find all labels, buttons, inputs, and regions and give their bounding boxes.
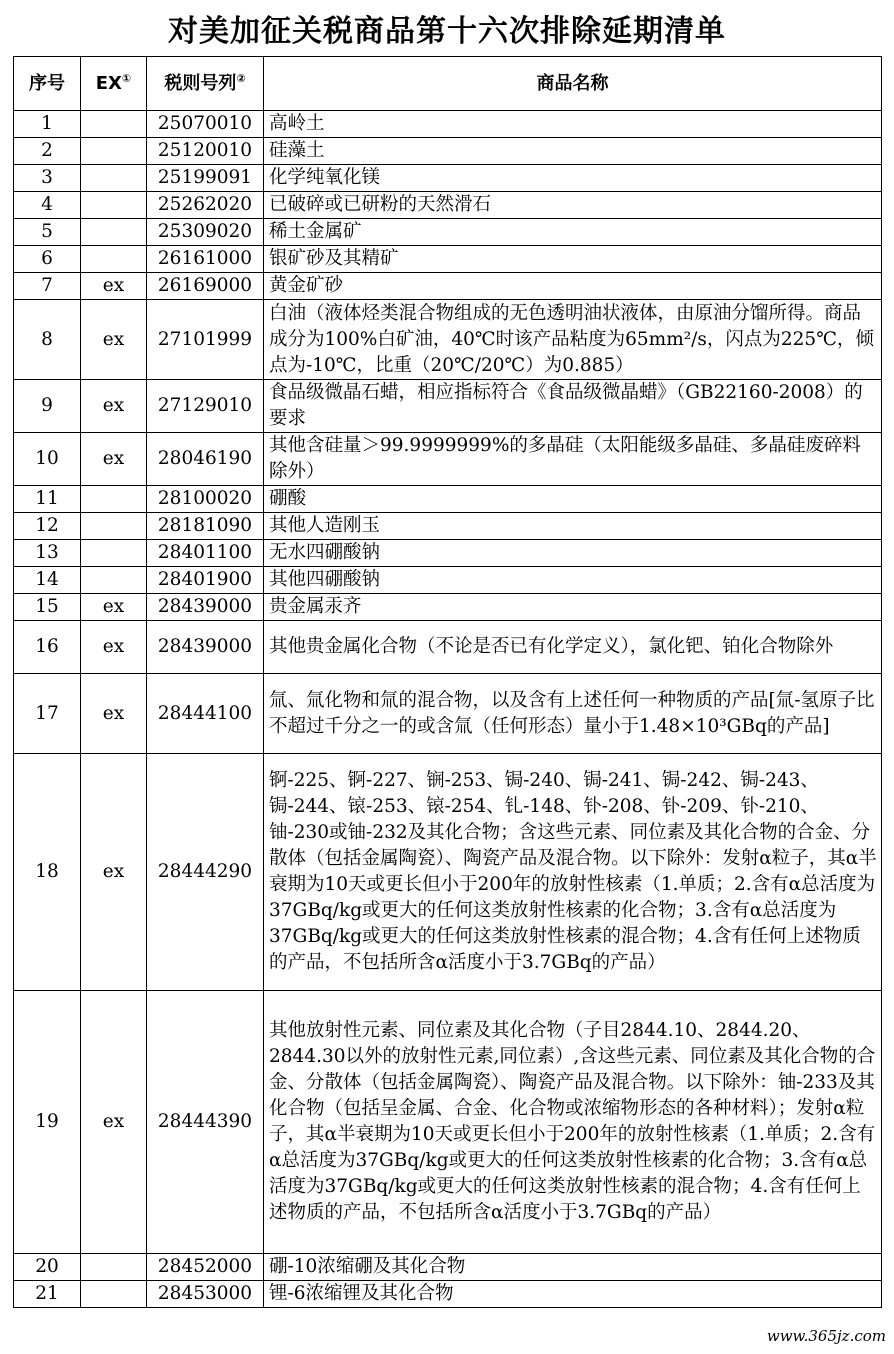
row-code: 28452000 — [147, 1254, 264, 1281]
row-seq: 2 — [14, 138, 81, 165]
watermark: www.365jz.com — [766, 1327, 886, 1345]
row-seq: 7 — [14, 273, 81, 300]
row-seq: 4 — [14, 192, 81, 219]
row-name: 硅藻土 — [264, 138, 882, 165]
row-ex: ex — [81, 273, 147, 300]
row-ex — [81, 192, 147, 219]
table-row — [14, 111, 882, 138]
row-code: 26169000 — [147, 273, 264, 300]
row-ex: ex — [81, 754, 147, 991]
row-name: 其他放射性元素、同位素及其化合物（子目2844.10、2844.20、2844.30以外的放射性元素,同位素）,含这些元素、同位素及其化合物的合金、分散体（包括金属陶瓷）、陶瓷产品及混合物。以下除外：铀-233及其化合物（包括呈金属、合金、化合物或浓缩物形态的各种材料）；发射α粒子，其α半衰期为10天或更长但小于200年的放射性核素（1.单质；2.含有α总活度为37GBq/kg或更大的任何这类放射性核素的化合物；3.含有α总活度为37GBq/kg或更大的任何这类放射性核素的混合物；4.含有任何上述物质的产品，不包括所含α活度小于3.7GBq的产品） — [264, 991, 882, 1254]
header-code-footnote: ② — [236, 71, 246, 85]
row-code: 25070010 — [147, 111, 264, 138]
table-row — [14, 246, 882, 273]
row-code: 25262020 — [147, 192, 264, 219]
row-ex: ex — [81, 380, 147, 433]
row-name: 其他人造刚玉 — [264, 513, 882, 540]
table-row — [14, 433, 882, 486]
row-code: 28046190 — [147, 433, 264, 486]
header-seq: 序号 — [14, 57, 81, 111]
row-seq: 6 — [14, 246, 81, 273]
table-row — [14, 754, 882, 991]
row-seq: 5 — [14, 219, 81, 246]
row-ex: ex — [81, 433, 147, 486]
row-name: 其他四硼酸钠 — [264, 567, 882, 594]
header-ex-label: EX — [95, 72, 122, 94]
row-code: 27129010 — [147, 380, 264, 433]
row-code: 28439000 — [147, 621, 264, 674]
row-seq: 19 — [14, 991, 81, 1254]
table-row — [14, 138, 882, 165]
header-ex — [81, 57, 147, 111]
row-code: 28401100 — [147, 540, 264, 567]
row-ex: ex — [81, 674, 147, 754]
row-ex — [81, 1281, 147, 1308]
row-code: 25120010 — [147, 138, 264, 165]
row-ex — [81, 111, 147, 138]
table-row — [14, 219, 882, 246]
row-seq: 3 — [14, 165, 81, 192]
table-row — [14, 273, 882, 300]
row-seq: 17 — [14, 674, 81, 754]
row-name: 白油（液体烃类混合物组成的无色透明油状液体，由原油分馏所得。商品成分为100%白矿油，40℃时该产品粘度为65mm²/s，闪点为225℃，倾点为-10℃，比重（20℃/20℃）为0.885） — [264, 300, 882, 380]
table-header-row — [14, 57, 882, 111]
row-code: 27101999 — [147, 300, 264, 380]
row-seq: 9 — [14, 380, 81, 433]
row-ex — [81, 567, 147, 594]
row-code: 28181090 — [147, 513, 264, 540]
header-code — [147, 57, 264, 111]
table-body — [14, 111, 882, 1308]
exclusion-list-table — [13, 56, 882, 1308]
row-name: 硼酸 — [264, 486, 882, 513]
header-name: 商品名称 — [264, 57, 882, 111]
row-name: 银矿砂及其精矿 — [264, 246, 882, 273]
row-seq: 15 — [14, 594, 81, 621]
table-row — [14, 674, 882, 754]
row-code: 28444390 — [147, 991, 264, 1254]
row-name: 黄金矿砂 — [264, 273, 882, 300]
row-seq: 20 — [14, 1254, 81, 1281]
table-row — [14, 567, 882, 594]
table-row — [14, 540, 882, 567]
table-row — [14, 165, 882, 192]
row-code: 26161000 — [147, 246, 264, 273]
row-code: 25309020 — [147, 219, 264, 246]
row-code: 28401900 — [147, 567, 264, 594]
row-name: 锕-225、锕-227、锎-253、锔-240、锔-241、锔-242、锔-243、锔-244、锿-253、锿-254、钆-148、钋-208、钋-209、钋-210、铀-230或铀-232及其化合物；含这些元素、同位素及其化合物的合金、分散体（包括金属陶瓷）、陶瓷产品及混合物。以下除外：发射α粒子，其α半衰期为10天或更长但小于200年的放射性核素（1.单质；2.含有α总活度为37GBq/kg或更大的任何这类放射性核素的化合物；3.含有α总活度为37GBq/kg或更大的任何这类放射性核素的混合物；4.含有任何上述物质的产品，不包括所含α活度小于3.7GBq的产品） — [264, 754, 882, 991]
row-code: 25199091 — [147, 165, 264, 192]
header-code-label: 税则号列 — [164, 72, 237, 94]
row-code: 28453000 — [147, 1281, 264, 1308]
table-row — [14, 380, 882, 433]
row-ex — [81, 165, 147, 192]
row-ex: ex — [81, 621, 147, 674]
row-seq: 21 — [14, 1281, 81, 1308]
row-code: 28444290 — [147, 754, 264, 991]
row-ex: ex — [81, 594, 147, 621]
row-code: 28439000 — [147, 594, 264, 621]
table-row — [14, 621, 882, 674]
table-row — [14, 1254, 882, 1281]
page-title: 对美加征关税商品第十六次排除延期清单 — [168, 14, 726, 49]
row-seq: 14 — [14, 567, 81, 594]
row-name: 无水四硼酸钠 — [264, 540, 882, 567]
row-seq: 18 — [14, 754, 81, 991]
row-ex: ex — [81, 991, 147, 1254]
row-seq: 12 — [14, 513, 81, 540]
header-ex-footnote: ① — [121, 71, 132, 85]
row-seq: 1 — [14, 111, 81, 138]
row-seq: 8 — [14, 300, 81, 380]
row-name: 化学纯氧化镁 — [264, 165, 882, 192]
table-row — [14, 192, 882, 219]
row-ex — [81, 486, 147, 513]
row-ex — [81, 513, 147, 540]
row-name: 高岭土 — [264, 111, 882, 138]
row-ex — [81, 219, 147, 246]
row-name: 稀土金属矿 — [264, 219, 882, 246]
table-row — [14, 486, 882, 513]
row-name: 氚、氚化物和氚的混合物，以及含有上述任何一种物质的产品[氚-氢原子比不超过千分之一的或含氚（任何形态）量小于1.48×10³GBq的产品] — [264, 674, 882, 754]
table-row — [14, 300, 882, 380]
row-seq: 10 — [14, 433, 81, 486]
row-name: 其他含硅量＞99.9999999%的多晶硅（太阳能级多晶硅、多晶硅废碎料除外） — [264, 433, 882, 486]
row-name: 硼-10浓缩硼及其化合物 — [264, 1254, 882, 1281]
row-name: 其他贵金属化合物（不论是否已有化学定义），氯化钯、铂化合物除外 — [264, 621, 882, 674]
row-name: 贵金属汞齐 — [264, 594, 882, 621]
row-seq: 16 — [14, 621, 81, 674]
row-ex — [81, 540, 147, 567]
row-name: 已破碎或已研粉的天然滑石 — [264, 192, 882, 219]
row-ex — [81, 246, 147, 273]
table-row — [14, 1281, 882, 1308]
row-ex: ex — [81, 300, 147, 380]
row-name: 锂-6浓缩锂及其化合物 — [264, 1281, 882, 1308]
table-row — [14, 991, 882, 1254]
row-code: 28100020 — [147, 486, 264, 513]
row-code: 28444100 — [147, 674, 264, 754]
row-seq: 11 — [14, 486, 81, 513]
table-row — [14, 513, 882, 540]
row-ex — [81, 1254, 147, 1281]
table-row — [14, 594, 882, 621]
row-ex — [81, 138, 147, 165]
row-name: 食品级微晶石蜡，相应指标符合《食品级微晶蜡》（GB22160-2008）的要求 — [264, 380, 882, 433]
row-seq: 13 — [14, 540, 81, 567]
